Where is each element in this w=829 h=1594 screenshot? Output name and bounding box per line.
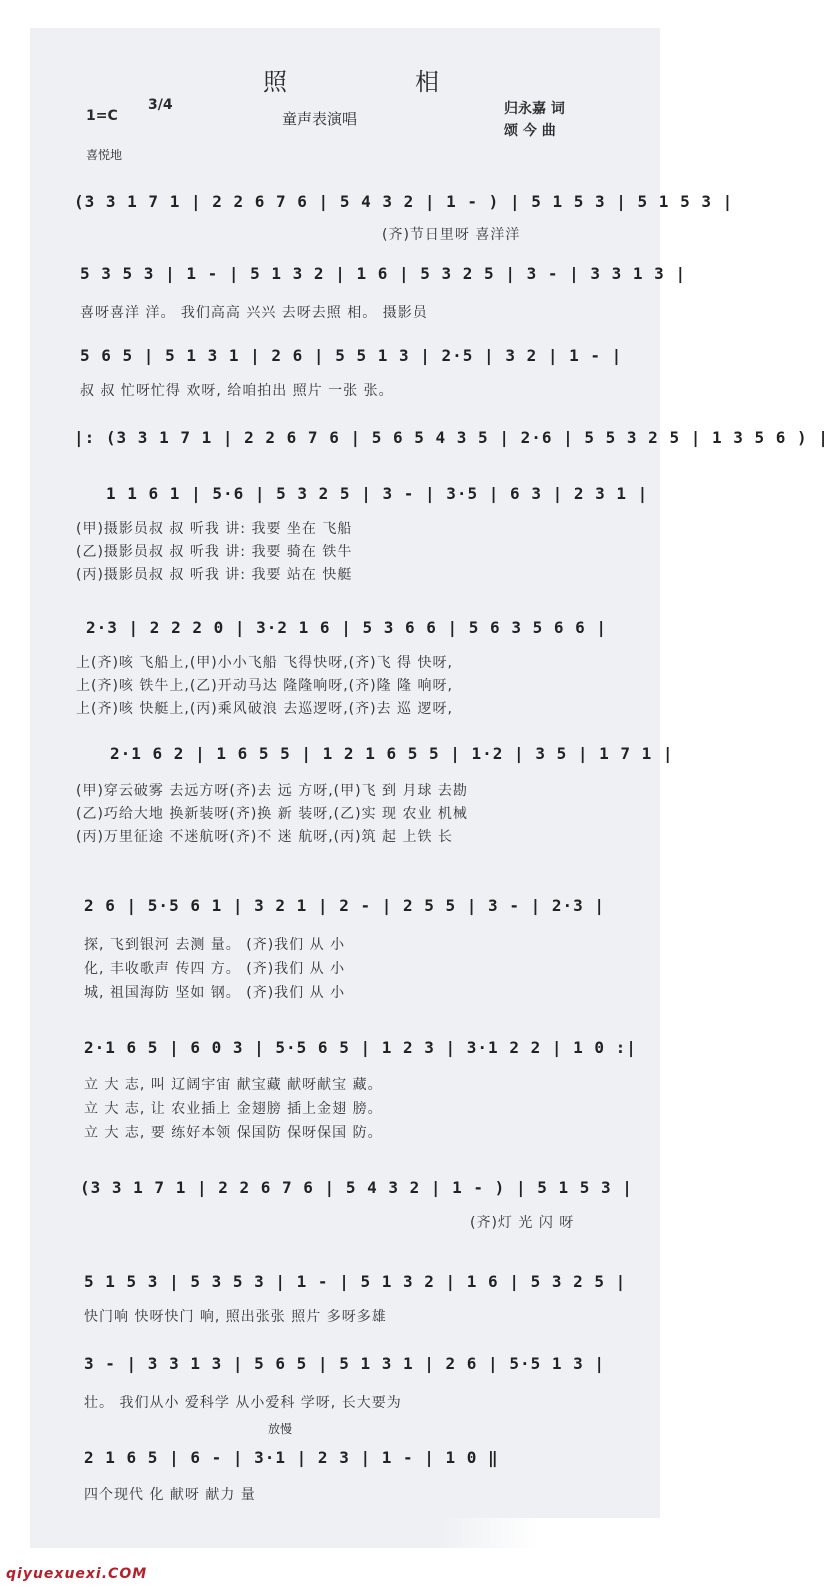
time-signature bbox=[148, 97, 173, 113]
system-6-lyric-3: 上(齐)咳 快艇上,(丙)乘风破浪 去巡逻呀,(齐)去 巡 逻呀, bbox=[76, 701, 453, 717]
key-signature: 1=C bbox=[86, 108, 118, 124]
system-6-lyric-2: 上(齐)咳 铁牛上,(乙)开动马达 隆隆响呀,(齐)隆 隆 响呀, bbox=[76, 678, 453, 694]
time-signature-text: 3/4 bbox=[148, 97, 173, 113]
system-13-lyric-1: 四个现代 化 献呀 献力 量 bbox=[84, 1487, 256, 1503]
system-8-lyric-2: 化, 丰收歌声 传四 方。 (齐)我们 从 小 bbox=[84, 961, 346, 977]
system-3-lyric-1: 叔 叔 忙呀忙得 欢呀, 给咱拍出 照片 一张 张。 bbox=[80, 383, 394, 399]
composer: 颂 今 曲 bbox=[504, 123, 556, 139]
system-12-lyric-1: 壮。 我们从小 爱科学 从小爱科 学呀, 长大要为 bbox=[84, 1395, 402, 1411]
system-10-notes: (3 3 1 7 1 | 2 2 6 7 6 | 5 4 3 2 | 1 - ) | 5 1 5 3 | bbox=[80, 1178, 633, 1197]
system-9-lyric-3: 立 大 志, 要 练好本领 保国防 保呀保国 防。 bbox=[84, 1125, 383, 1141]
system-1-lyric-1: (齐)节日里呀 喜洋洋 bbox=[382, 227, 521, 243]
song-title: 照 相 bbox=[263, 68, 491, 96]
system-12-notes: 3 - | 3 3 1 3 | 5 6 5 | 5 1 3 1 | 2 6 | 5·5 1 3 | bbox=[84, 1354, 606, 1373]
system-7-lyric-2: (乙)巧给大地 换新装呀(齐)换 新 装呀,(乙)实 现 农业 机械 bbox=[76, 806, 468, 822]
system-1-notes: (3 3 1 7 1 | 2 2 6 7 6 | 5 4 3 2 | 1 - ) | 5 1 5 3 | 5 1 5 3 | bbox=[74, 192, 734, 211]
system-9-lyric-1: 立 大 志, 叫 辽阔宇宙 献宝藏 献呀献宝 藏。 bbox=[84, 1077, 383, 1093]
score-sheet bbox=[30, 28, 829, 1548]
system-4-notes: |: (3 3 1 7 1 | 2 2 6 7 6 | 5 6 5 4 3 5 | 2·6 | 5 5 3 2 5 | 1 3 5 6 ) | bbox=[74, 428, 829, 447]
system-13-notes: 2 1 6 5 | 6 - | 3·1 | 2 3 | 1 - | 1 0 ‖ bbox=[84, 1448, 499, 1467]
system-2-lyric-1: 喜呀喜洋 洋。 我们高高 兴兴 去呀去照 相。 摄影员 bbox=[80, 305, 428, 321]
system-8-notes: 2 6 | 5·5 6 1 | 3 2 1 | 2 - | 2 5 5 | 3 - | 2·3 | bbox=[84, 896, 606, 915]
tempo-marking: 喜悦地 bbox=[86, 148, 123, 162]
system-5-lyric-3: (丙)摄影员叔 叔 听我 讲: 我要 站在 快艇 bbox=[76, 567, 353, 583]
system-3-notes: 5 6 5 | 5 1 3 1 | 2 6 | 5 5 1 3 | 2·5 | 3 2 | 1 - | bbox=[80, 346, 623, 365]
system-5-notes: 1 1 6 1 | 5·6 | 5 3 2 5 | 3 - | 3·5 | 6 3 | 2 3 1 | bbox=[106, 484, 649, 503]
system-5-lyric-1: (甲)摄影员叔 叔 听我 讲: 我要 坐在 飞船 bbox=[76, 521, 353, 537]
system-2-notes: 5 3 5 3 | 1 - | 5 1 3 2 | 1 6 | 5 3 2 5 | 3 - | 3 3 1 3 | bbox=[80, 264, 687, 283]
system-6-lyric-1: 上(齐)咳 飞船上,(甲)小小飞船 飞得快呀,(齐)飞 得 快呀, bbox=[76, 655, 453, 671]
system-10-lyric-1: (齐)灯 光 闪 呀 bbox=[470, 1215, 575, 1231]
system-9-lyric-2: 立 大 志, 让 农业插上 金翅膀 插上金翅 膀。 bbox=[84, 1101, 383, 1117]
site-watermark: qiyuexuexi.COM bbox=[6, 1566, 148, 1582]
system-6-notes: 2·3 | 2 2 2 0 | 3·2 1 6 | 5 3 6 6 | 5 6 3 5 6 6 | bbox=[86, 618, 608, 637]
system-8-lyric-1: 探, 飞到银河 去测 量。 (齐)我们 从 小 bbox=[84, 937, 346, 953]
system-11-lyric-1: 快门响 快呀快门 响, 照出张张 照片 多呀多雄 bbox=[84, 1309, 387, 1325]
system-5-lyric-2: (乙)摄影员叔 叔 听我 讲: 我要 骑在 铁牛 bbox=[76, 544, 353, 560]
performer: 童声表演唱 bbox=[282, 110, 358, 128]
system-8-lyric-3: 城, 祖国海防 坚如 钢。 (齐)我们 从 小 bbox=[84, 985, 346, 1001]
system-7-notes: 2·1 6 2 | 1 6 5 5 | 1 2 1 6 5 5 | 1·2 | 3 5 | 1 7 1 | bbox=[110, 744, 674, 763]
system-11-notes: 5 1 5 3 | 5 3 5 3 | 1 - | 5 1 3 2 | 1 6 | 5 3 2 5 | bbox=[84, 1272, 627, 1291]
system-7-lyric-3: (丙)万里征途 不迷航呀(齐)不 迷 航呀,(丙)筑 起 上铁 长 bbox=[76, 829, 453, 845]
corner-fade bbox=[440, 1518, 660, 1552]
system-9-notes: 2·1 6 5 | 6 0 3 | 5·5 6 5 | 1 2 3 | 3·1 2 2 | 1 0 :| bbox=[84, 1038, 637, 1057]
lyricist: 归永嘉 词 bbox=[504, 101, 565, 117]
system-7-lyric-1: (甲)穿云破雾 去远方呀(齐)去 远 方呀,(甲)飞 到 月球 去勘 bbox=[76, 783, 468, 799]
tempo-change-marking: 放慢 bbox=[268, 1422, 293, 1436]
